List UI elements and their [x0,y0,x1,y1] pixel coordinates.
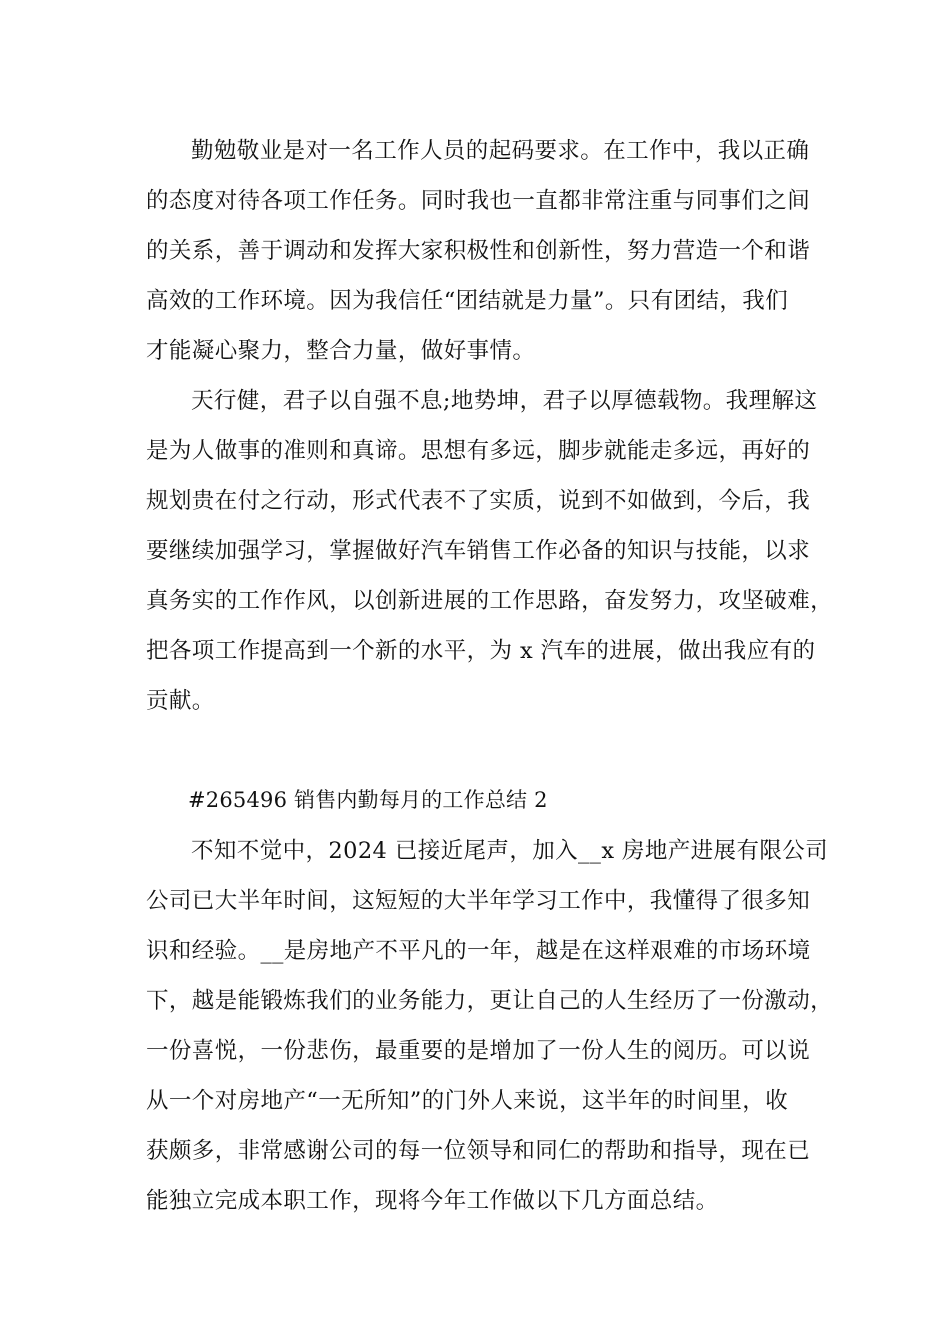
paragraph-line: 的态度对待各项工作任务。同时我也一直都非常注重与同事们之间 [146,188,811,214]
paragraph-line: 能独立完成本职工作，现将今年工作做以下几方面总结。 [146,1188,719,1214]
paragraph-line: 才能凝心聚力，整合力量，做好事情。 [146,338,536,364]
paragraph-line: 规划贵在付之行动，形式代表不了实质，说到不如做到，今后，我 [146,488,811,514]
paragraph-line: 勤勉敬业是对一名工作人员的起码要求。在工作中，我以正确 [191,138,810,164]
paragraph-line: 识和经验。__是房地产不平凡的一年，越是在这样艰难的市场环境 [146,938,811,964]
paragraph-line: 把各项工作提高到一个新的水平，为 x 汽车的进展，做出我应有的 [146,638,816,664]
paragraph-line: 真务实的工作作风，以创新进展的工作思路，奋发努力，攻坚破难， [146,588,834,614]
paragraph-line: 一份喜悦，一份悲伤，最重要的是增加了一份人生的阅历。可以说 [146,1038,811,1064]
paragraph-line: 获颇多，非常感谢公司的每一位领导和同仁的帮助和指导，现在已 [146,1138,811,1164]
paragraph-line: 从一个对房地产“一无所知”的门外人来说，这半年的时间里，收 [146,1088,789,1114]
paragraph-line: 高效的工作环境。因为我信任“团结就是力量”。只有团结，我们 [146,288,789,314]
paragraph-line: 是为人做事的准则和真谛。思想有多远，脚步就能走多远，再好的 [146,438,811,464]
section-heading: #265496 销售内勤每月的工作总结 2 [188,788,548,812]
paragraph-line: 天行健，君子以自强不息;地势坤，君子以厚德载物。我理解这 [191,388,818,414]
paragraph-line: 公司已大半年时间，这短短的大半年学习工作中，我懂得了很多知 [146,888,811,914]
paragraph-line: 的关系，善于调动和发挥大家积极性和创新性，努力营造一个和谐 [146,238,811,264]
paragraph-line: 贡献。 [146,688,215,714]
paragraph-line: 要继续加强学习，掌握做好汽车销售工作必备的知识与技能，以求 [146,538,811,564]
paragraph-line: 不知不觉中，2024 已接近尾声，加入__x 房地产进展有限公司 [191,838,829,864]
paragraph-line: 下，越是能锻炼我们的业务能力，更让自己的人生经历了一份激动， [146,988,834,1014]
